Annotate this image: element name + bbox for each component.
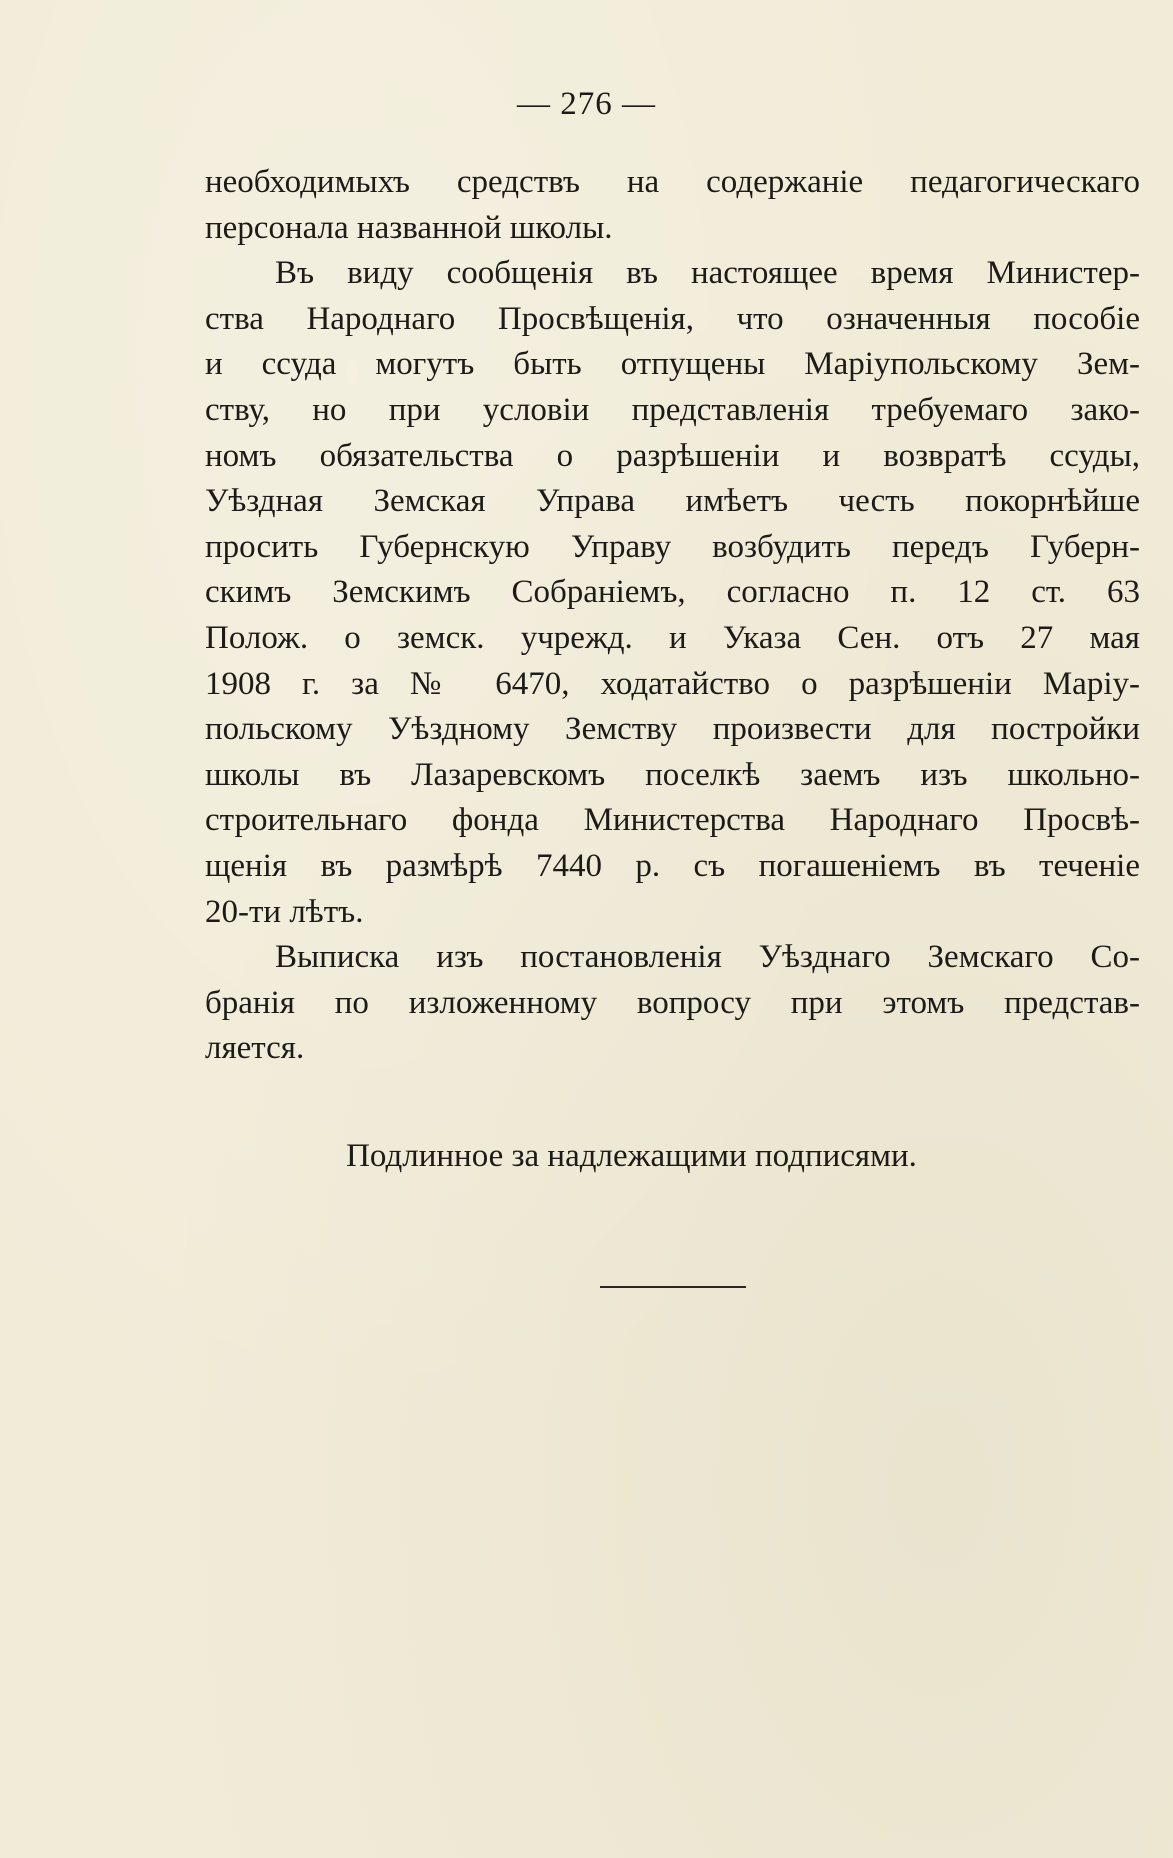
text-line: ляется. xyxy=(205,1030,305,1067)
text-line: щенія въ размѣрѣ 7440 р. съ погашеніемъ въ теченіе xyxy=(205,847,1140,884)
page-number: — 276 — xyxy=(517,86,656,122)
paragraph-2 xyxy=(205,251,1140,935)
text-line: 1908 г. за № 6470, ходатайство о разрѣшеніи Маріу- xyxy=(205,665,1140,702)
text-line: бранія по изложенному вопросу при этомъ представ- xyxy=(205,984,1140,1021)
text-line: необходимыхъ средствъ на содержаніе педагогическаго xyxy=(205,164,1140,200)
text-line: скимъ Земскимъ Собраніемъ, согласно п. 12 ст. 63 xyxy=(205,574,1140,611)
text-line: персонала названной школы. xyxy=(205,209,613,246)
body-text xyxy=(205,160,1140,1072)
text-line: ства Народнаго Просвѣщенія, что означенныя пособіе xyxy=(205,300,1140,337)
paragraph-3 xyxy=(205,935,1140,1072)
text-line: Уѣздная Земская Управа имѣетъ честь покорнѣйше xyxy=(205,483,1140,520)
text-line: строительнаго фонда Министерства Народнаго Просвѣ- xyxy=(205,802,1140,839)
text-line: Въ виду сообщенія въ настоящее время Министер- xyxy=(275,255,1140,292)
text-line: школы въ Лазаревскомъ поселкѣ заемъ изъ школьно- xyxy=(205,756,1140,793)
text-line: просить Губернскую Управу возбудить передъ Губерн- xyxy=(205,528,1140,565)
text-line: ству, но при условіи представленія требуемаго зако- xyxy=(205,391,1140,428)
paragraph-1 xyxy=(205,160,1140,251)
text-line: Полож. о земск. учрежд. и Указа Сен. отъ 27 мая xyxy=(205,619,1140,656)
text-line: 20-ти лѣтъ. xyxy=(205,893,364,930)
closing-rule xyxy=(600,1286,746,1288)
text-line: польскому Уѣздному Земству произвести для постройки xyxy=(205,711,1140,748)
text-line: и ссуда могутъ быть отпущены Маріупольскому Зем- xyxy=(205,346,1140,383)
text-line: Выписка изъ постановленія Уѣзднаго Земскаго Со- xyxy=(275,939,1140,976)
signature-note: Подлинное за надлежащими подписями. xyxy=(346,1138,917,1174)
text-line: номъ обязательства о разрѣшеніи и возвратѣ ссуды, xyxy=(205,437,1140,474)
